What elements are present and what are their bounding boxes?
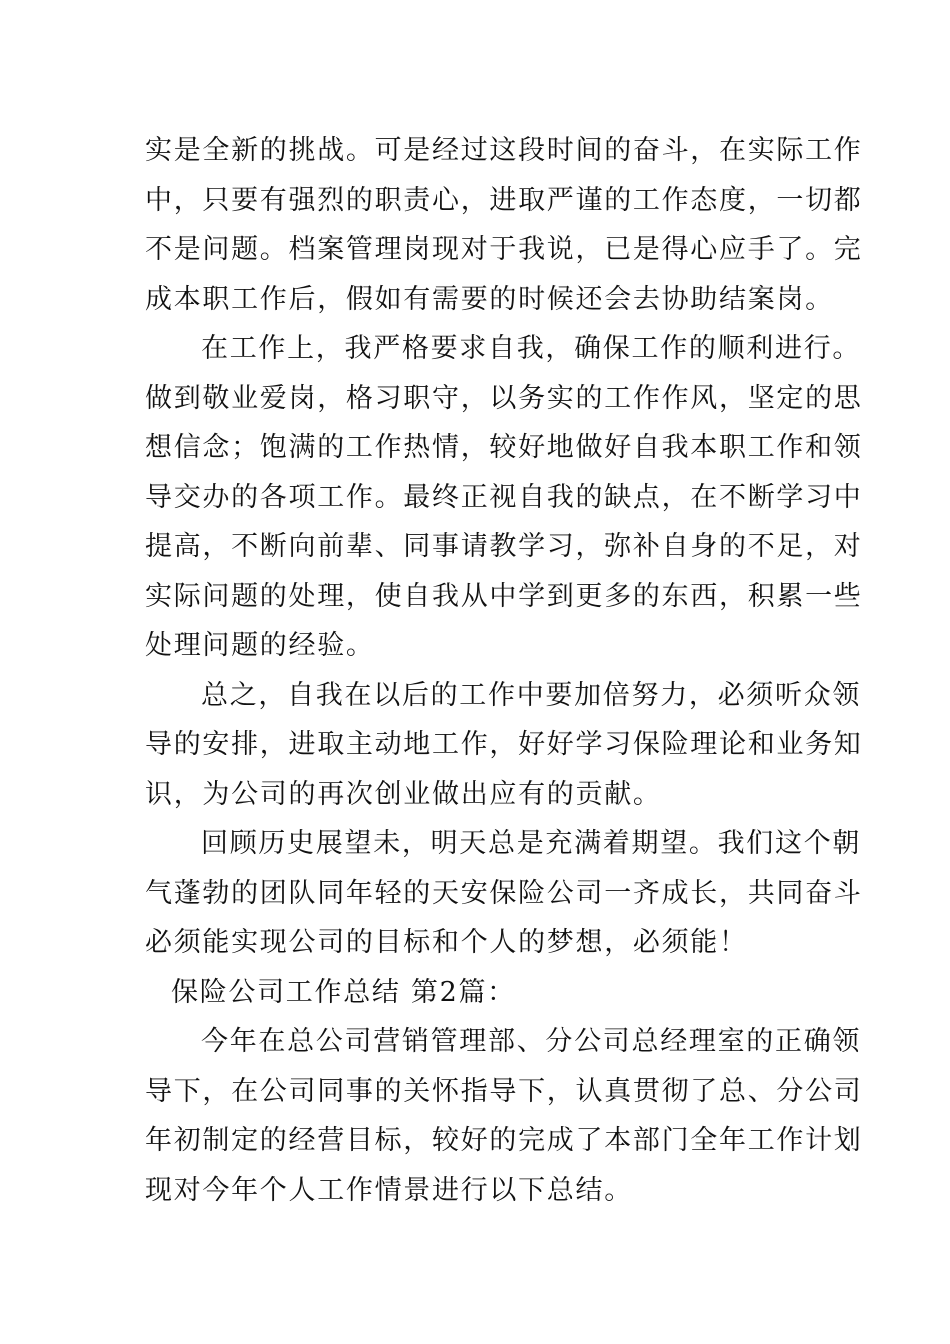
- paragraph-line: 成本职工作后，假如有需要的时候还会去协助结案岗。: [145, 283, 834, 315]
- paragraph-line: 年初制定的经营目标，较好的完成了本部门全年工作计划: [145, 1125, 863, 1156]
- paragraph-line: 导下，在公司同事的关怀指导下，认真贯彻了总、分公司: [145, 1075, 863, 1107]
- paragraph-line: 实际问题的处理，使自我从中学到更多的东西，积累一些: [145, 580, 863, 612]
- paragraph-line: 回顾历史展望未，明天总是充满着期望。我们这个朝: [201, 828, 862, 859]
- paragraph-line: 处理问题的经验。: [145, 630, 375, 661]
- paragraph-line: 提高，不断向前辈、同事请教学习，弥补自身的不足，对: [145, 531, 863, 562]
- document-body: [145, 126, 863, 1215]
- paragraph-line: 现对今年个人工作情景进行以下总结。: [145, 1174, 633, 1206]
- paragraph-line: 今年在总公司营销管理部、分公司总经理室的正确领: [201, 1026, 862, 1057]
- paragraph-line: 想信念；饱满的工作热情，较好地做好自我本职工作和领: [145, 432, 863, 463]
- section-heading: 保险公司工作总结 第2篇：: [171, 976, 516, 1008]
- paragraph-line: 中，只要有强烈的职责心，进取严谨的工作态度，一切都: [145, 184, 863, 216]
- paragraph-line: 在工作上，我严格要求自我，确保工作的顺利进行。: [201, 333, 862, 364]
- paragraph-line: 识，为公司的再次创业做出应有的贡献。: [145, 778, 662, 810]
- paragraph-line: 不是问题。档案管理岗现对于我说，已是得心应手了。完: [145, 234, 863, 265]
- paragraph-line: 气蓬勃的团队同年轻的天安保险公司一齐成长，共同奋斗: [145, 877, 863, 909]
- paragraph-line: 做到敬业爱岗，格习职守，以务实的工作作风，坚定的思: [145, 382, 863, 414]
- paragraph-line: 实是全新的挑战。可是经过这段时间的奋斗，在实际工作: [145, 135, 863, 166]
- paragraph-line: 总之，自我在以后的工作中要加倍努力，必须听众领: [201, 679, 862, 711]
- paragraph-line: 必须能实现公司的目标和个人的梦想，必须能！: [145, 927, 748, 958]
- paragraph-line: 导的安排，进取主动地工作，好好学习保险理论和业务知: [145, 729, 863, 760]
- paragraph-line: 导交办的各项工作。最终正视自我的缺点，在不断学习中: [145, 481, 863, 513]
